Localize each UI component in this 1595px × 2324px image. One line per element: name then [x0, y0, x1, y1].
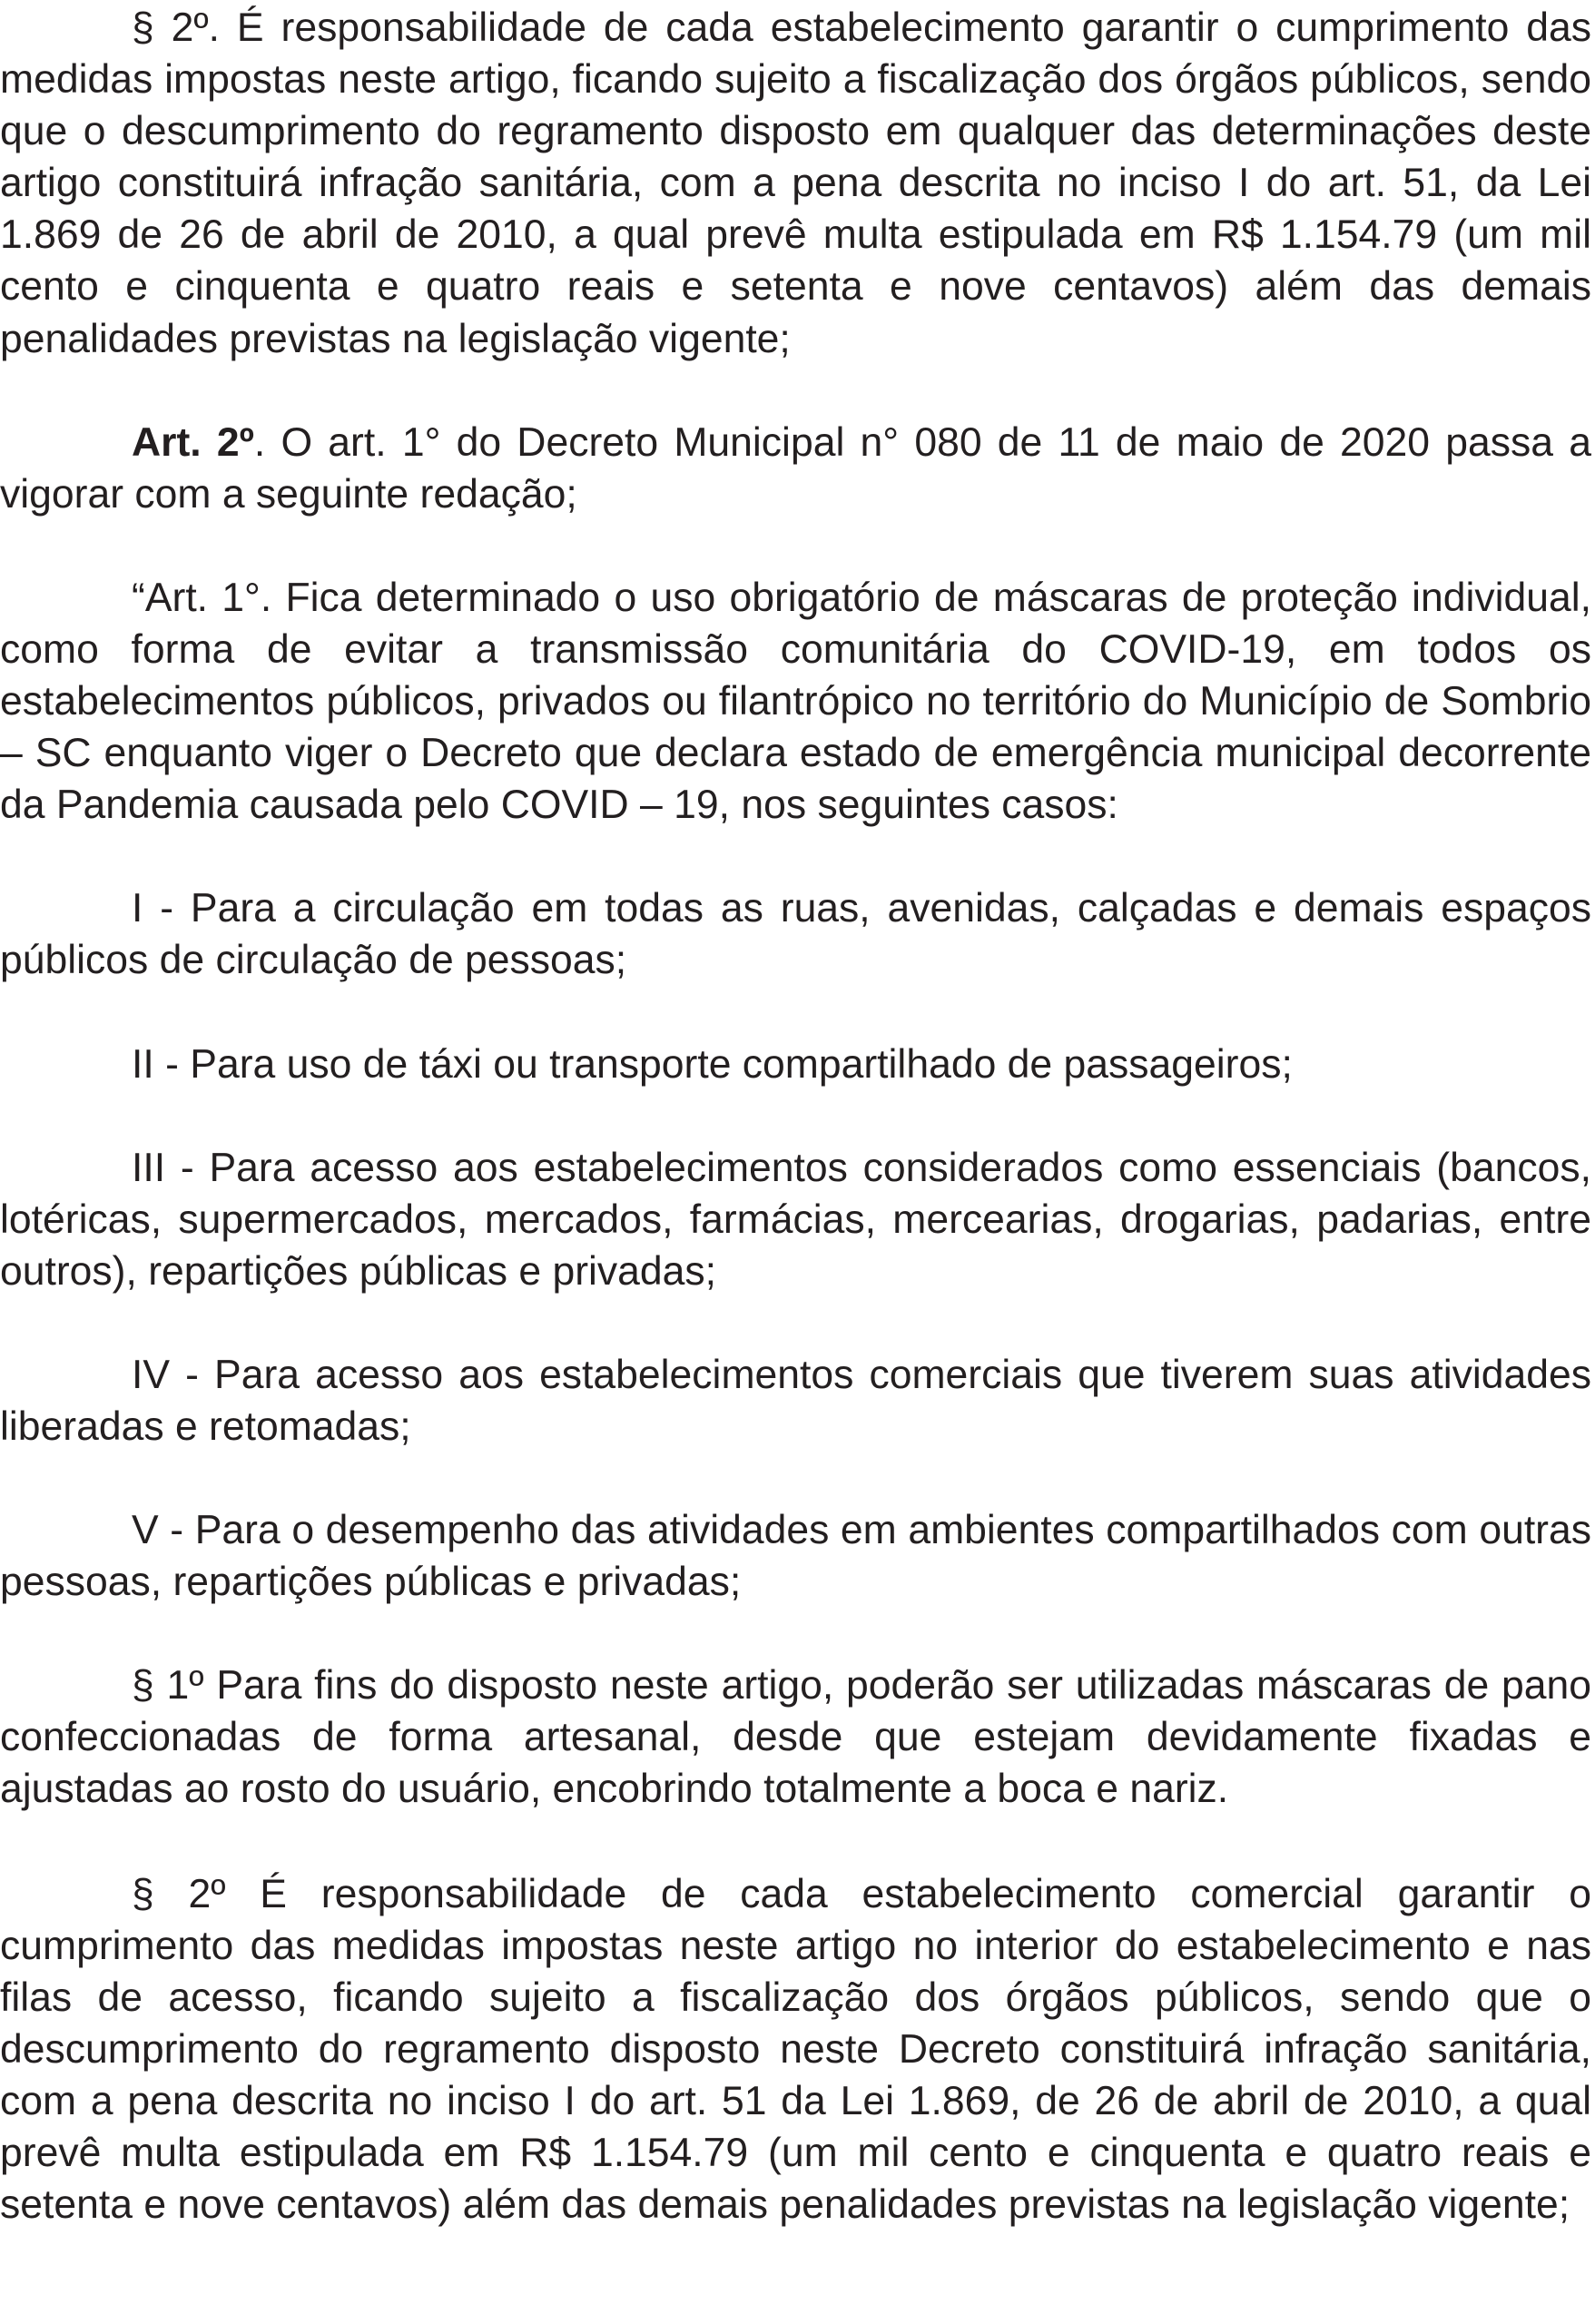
paragraph-spacer [0, 831, 1591, 882]
paragraph-section-1-cloth-masks: § 1º Para fins do disposto neste artigo, poderão ser utilizadas máscaras de pano confeccionadas de forma artesanal, desde que estejam devidamente fixadas e ajustadas ao rosto do usuário, encobrindo totalmente a boca e nariz. [0, 1663, 1591, 1812]
paragraph-spacer [0, 987, 1591, 1039]
paragraph-item-II: II - Para uso de táxi ou transporte compartilhado de passageiros; [132, 1041, 1293, 1087]
paragraph-article-1-masks: “Art. 1°. Fica determinado o uso obrigatório de máscaras de proteção individual, como forma de evitar a transmissão comunitária do COVID-19, em todos os estabelecimentos públicos, privados ou filantrópico no território do Município de Sombrio – SC enquanto viger o Decreto que declara estado de emergência municipal decorrente da Pandemia causada pelo COVID – 19, nos seguintes casos: [0, 575, 1591, 828]
paragraph-spacer [0, 365, 1591, 417]
paragraph-spacer [0, 1090, 1591, 1142]
paragraph-spacer [0, 1452, 1591, 1504]
paragraph-section-2-penalty: § 2º. É responsabilidade de cada estabelecimento garantir o cumprimento das medidas impostas neste artigo, ficando sujeito a fiscalização dos órgãos públicos, sendo que o descumprimento do regramento disposto em qualquer das determinações deste artigo constituirá infração sanitária, com a pena descrita no inciso I do art. 51, da Lei 1.869 de 26 de abril de 2010, a qual prevê multa estipulada em R$ 1.154.79 (um mil cento e cinquenta e quatro reais e setenta e nove centavos) além das demais penalidades previstas na legislação vigente; [0, 5, 1591, 361]
paragraph-spacer [0, 1816, 1591, 1868]
article-2-text: . O art. 1° do Decreto Municipal n° 080 de 11 de maio de 2020 passa a vigorar com a seguinte redação; [0, 419, 1591, 517]
paragraph-item-IV: IV - Para acesso aos estabelecimentos comerciais que tiverem suas atividades liberadas e retomadas; [0, 1352, 1591, 1449]
paragraph-item-V: V - Para o desempenho das atividades em ambientes compartilhados com outras pessoas, repartições públicas e privadas; [0, 1508, 1591, 1605]
paragraph-spacer [0, 1297, 1591, 1349]
paragraph-spacer [0, 520, 1591, 572]
article-2-heading: Art. 2º [132, 419, 254, 465]
paragraph-article-2 [0, 417, 1591, 520]
paragraph-section-2-commercial: § 2º É responsabilidade de cada estabelecimento comercial garantir o cumprimento das medidas impostas neste artigo no interior do estabelecimento e nas filas de acesso, ficando sujeito a fiscalização dos órgãos públicos, sendo que o descumprimento do regramento disposto neste Decreto constituirá infração sanitária, com a pena descrita no inciso I do art. 51 da Lei 1.869, de 26 de abril de 2010, a qual prevê multa estipulada em R$ 1.154.79 (um mil cento e cinquenta e quatro reais e setenta e nove centavos) além das demais penalidades previstas na legislação vigente; [0, 1871, 1591, 2228]
paragraph-item-I: I - Para a circulação em todas as ruas, avenidas, calçadas e demais espaços públicos de circulação de pessoas; [0, 886, 1591, 983]
paragraph-spacer [0, 1608, 1591, 1659]
paragraph-item-III: III - Para acesso aos estabelecimentos considerados como essenciais (bancos, lotéricas, supermercados, mercados, farmácias, mercearias, drogarias, padarias, entre outros), repartições públicas e privadas; [0, 1145, 1591, 1294]
